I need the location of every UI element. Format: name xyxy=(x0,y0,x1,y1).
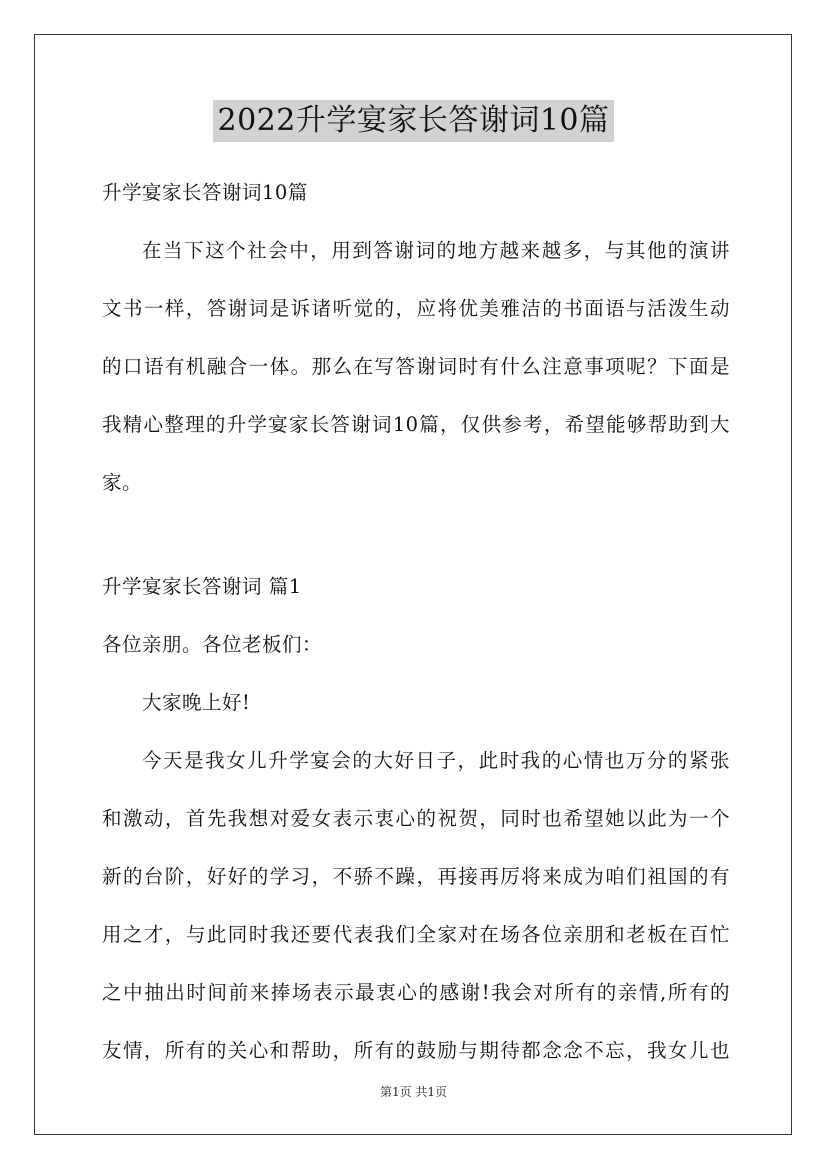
intro-line-3: 的口语有机融合一体。那么在写答谢词时有什么注意事项呢？下面是 xyxy=(102,355,730,378)
page-footer: 第1页 共1页 xyxy=(379,1085,448,1099)
body-line-4: 用之才，与此同时我还要代表我们全家对在场各位亲朋和老板在百忙 xyxy=(102,923,730,946)
document-title: 2022升学宴家长答谢词10篇 xyxy=(213,100,613,142)
body-line-2: 和激动，首先我想对爱女表示衷心的祝贺，同时也希望她以此为一个 xyxy=(102,807,730,830)
body-line-5: 之中抽出时间前来捧场表示最衷心的感谢!我会对所有的亲情,所有的 xyxy=(102,981,730,1004)
body-line-6: 友情，所有的关心和帮助，所有的鼓励与期待都念念不忘，我女儿也 xyxy=(102,1039,730,1062)
intro-line-4: 我精心整理的升学宴家长答谢词10篇，仅供参考，希望能够帮助到大 xyxy=(102,413,730,436)
body-line-1: 今天是我女儿升学宴会的大好日子，此时我的心情也万分的紧张 xyxy=(142,749,730,772)
salutation: 各位亲朋。各位老板们： xyxy=(102,633,323,656)
paragraph-gap xyxy=(102,520,730,566)
title-container xyxy=(0,100,827,142)
intro-line-2: 文书一样，答谢词是诉诸听觉的，应将优美雅洁的书面语与活泼生动 xyxy=(102,297,730,320)
body-line-3: 新的台阶，好好的学习，不骄不躁，再接再厉将来成为咱们祖国的有 xyxy=(102,865,730,888)
intro-line-5: 家。 xyxy=(102,471,143,494)
greeting: 大家晚上好! xyxy=(142,691,251,714)
document-body xyxy=(102,172,730,1088)
subtitle: 升学宴家长答谢词10篇 xyxy=(102,181,308,204)
intro-line-1: 在当下这个社会中，用到答谢词的地方越来越多，与其他的演讲 xyxy=(142,239,730,262)
section-heading: 升学宴家长答谢词 篇1 xyxy=(102,575,302,598)
